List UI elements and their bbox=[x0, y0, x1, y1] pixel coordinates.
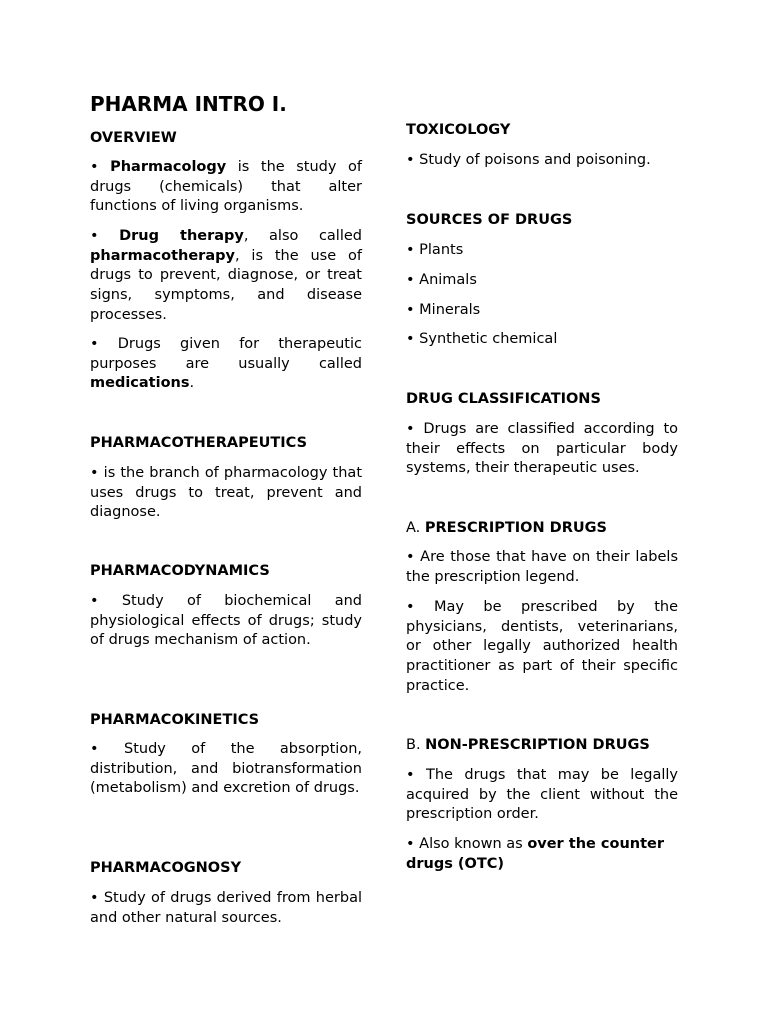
page-title: PHARMA INTRO I. bbox=[90, 92, 287, 116]
medications-definition bbox=[90, 335, 362, 394]
drug-therapy-definition bbox=[90, 227, 362, 326]
medications-term: medications bbox=[90, 375, 190, 392]
toxicology-heading: TOXICOLOGY bbox=[406, 122, 511, 138]
bullet: • bbox=[90, 228, 120, 244]
prescription-prefix: A. bbox=[406, 520, 425, 536]
sources-heading: SOURCES OF DRUGS bbox=[406, 212, 573, 228]
pharmacokinetics-text: • Study of the absorption, distribution, and biotransformation (metabolism) and excretion of drugs. bbox=[90, 741, 362, 797]
source-item: • Plants bbox=[406, 242, 464, 258]
nonprescription-p1: • The drugs that may be legally acquired by the client without the prescription order. bbox=[406, 767, 678, 823]
pharmacology-definition bbox=[90, 158, 362, 217]
source-item: • Minerals bbox=[406, 302, 481, 318]
drug-therapy-term: Drug therapy bbox=[119, 228, 244, 244]
source-item: • Synthetic chemical bbox=[406, 331, 558, 347]
drug-therapy-mid: , also called bbox=[243, 228, 362, 244]
medications-text: • Drugs given for therapeutic purposes are usually called bbox=[90, 336, 362, 372]
pharmacology-text: is the study of drugs (chemicals) that alter functions of living organisms. bbox=[90, 159, 362, 215]
classifications-heading: DRUG CLASSIFICATIONS bbox=[406, 391, 601, 407]
otc-term: over the counter drugs (OTC) bbox=[406, 836, 665, 872]
pharmacodynamics-text: • Study of biochemical and physiological effects of drugs; study of drugs mechanism of action. bbox=[90, 593, 362, 649]
toxicology-text: • Study of poisons and poisoning. bbox=[406, 152, 651, 168]
prescription-title: PRESCRIPTION DRUGS bbox=[424, 520, 607, 536]
otc-definition bbox=[406, 835, 678, 874]
pharmacotherapeutics-heading: PHARMACOTHERAPEUTICS bbox=[90, 435, 308, 451]
pharmacodynamics-heading: PHARMACODYNAMICS bbox=[90, 563, 270, 579]
pharmacology-term: Pharmacology bbox=[110, 159, 227, 175]
pharmacotherapeutics-text: • is the branch of pharmacology that uses drugs to treat, prevent and diagnose. bbox=[90, 465, 362, 521]
pharmacotherapy-term: pharmacotherapy bbox=[90, 247, 235, 264]
prescription-p1: • Are those that have on their labels the prescription legend. bbox=[406, 549, 678, 585]
nonprescription-title: NON-PRESCRIPTION DRUGS bbox=[425, 737, 650, 753]
bullet: • bbox=[90, 159, 111, 175]
prescription-p2: • May be prescribed by the physicians, dentists, veterinarians, or other legally authorized health practitioner as part of their specific practice. bbox=[406, 599, 678, 694]
drug-therapy-text: , is the use of drugs to prevent, diagnose, or treat signs, symptoms, and disease processes. bbox=[90, 247, 362, 323]
nonprescription-prefix: B. bbox=[406, 737, 426, 753]
medications-end: . bbox=[189, 375, 195, 392]
classifications-text: • Drugs are classified according to their effects on particular body systems, their therapeutic uses. bbox=[406, 421, 678, 477]
pharmacognosy-text: • Study of drugs derived from herbal and other natural sources. bbox=[90, 890, 362, 926]
source-item: • Animals bbox=[406, 272, 477, 288]
overview-heading: OVERVIEW bbox=[90, 130, 177, 146]
prescription-heading bbox=[406, 519, 678, 539]
pharmacokinetics-heading: PHARMACOKINETICS bbox=[90, 712, 260, 728]
nonprescription-heading bbox=[406, 736, 678, 756]
pharmacognosy-heading: PHARMACOGNOSY bbox=[90, 860, 242, 876]
otc-text: • Also known as bbox=[406, 836, 528, 852]
